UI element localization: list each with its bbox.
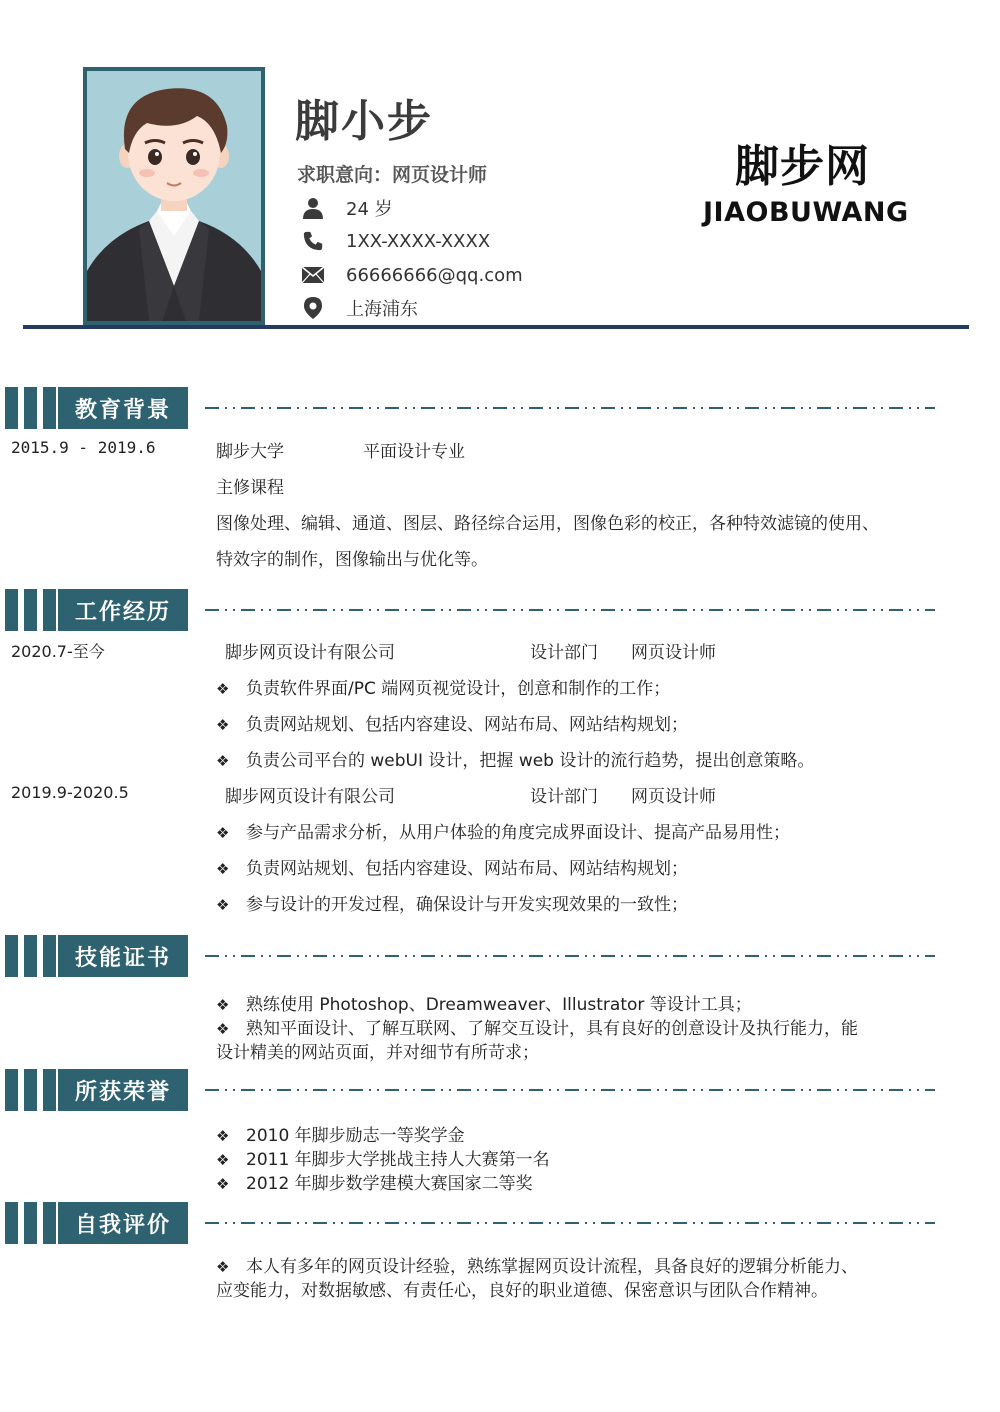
section-title: 技能证书 [58, 935, 188, 977]
bullet-icon: ❖ [216, 896, 230, 914]
person-icon [300, 195, 326, 221]
section-bars [5, 1202, 56, 1244]
location-text: 上海浦东 [346, 299, 418, 320]
section-header-work [5, 589, 933, 631]
education-major: 平面设计专业 [363, 442, 465, 462]
location-pin-icon [300, 295, 326, 321]
job-intent: 求职意向：网页设计师 [297, 164, 488, 186]
honor-item: ❖ 2011 年脚步大学挑战主持人大赛第一名 [216, 1150, 550, 1170]
section-title: 所获荣誉 [58, 1069, 188, 1111]
section-header-honors [5, 1069, 933, 1111]
skill-item-continued: 设计精美的网站页面，并对细节有所苛求； [216, 1043, 539, 1063]
avatar-illustration [87, 71, 261, 321]
courses-line-2: 特效字的制作，图像输出与优化等。 [216, 550, 488, 570]
job-company: 脚步网页设计有限公司 [225, 787, 395, 807]
bullet-icon: ❖ [216, 716, 230, 734]
profile-photo [83, 67, 265, 325]
section-title: 教育背景 [58, 387, 188, 429]
section-bars [5, 589, 56, 631]
education-school: 脚步大学 [216, 442, 284, 462]
honor-item: ❖ 2010 年脚步励志一等奖学金 [216, 1126, 465, 1146]
brand-name-cn: 脚步网 [735, 141, 870, 192]
section-bars [5, 387, 56, 429]
education-period: 2015.9 - 2019.6 [11, 438, 156, 457]
dashed-divider [205, 407, 935, 409]
age-text: 24 岁 [346, 199, 393, 220]
section-title: 自我评价 [58, 1202, 188, 1244]
dashed-divider [205, 1089, 935, 1091]
job-duty: ❖ 参与设计的开发过程，确保设计与开发实现效果的一致性； [216, 895, 688, 915]
bullet-icon: ❖ [216, 1175, 230, 1193]
job-duty: ❖ 负责软件界面/PC 端网页视觉设计，创意和制作的工作； [216, 679, 671, 699]
candidate-name: 脚小步 [295, 96, 433, 147]
job-dept: 设计部门 [530, 787, 598, 807]
section-header-skills [5, 935, 933, 977]
job-duty: ❖ 负责公司平台的 webUI 设计，把握 web 设计的流行趋势，提出创意策略。 [216, 751, 815, 771]
bullet-icon: ❖ [216, 1258, 230, 1276]
job-dept: 设计部门 [530, 643, 598, 663]
job-duty: ❖ 负责网站规划、包括内容建设、网站布局、网站结构规划； [216, 715, 688, 735]
section-header-education [5, 387, 933, 429]
contact-location [300, 293, 418, 323]
contact-age [300, 193, 393, 223]
skill-item: ❖ 熟练使用 Photoshop、Dreamweaver、Illustrator 等设计工具； [216, 995, 752, 1015]
phone-icon [300, 228, 326, 254]
bullet-icon: ❖ [216, 824, 230, 842]
section-title: 工作经历 [58, 589, 188, 631]
dashed-divider [205, 955, 935, 957]
brand-name-en: JIAOBUWANG [703, 197, 909, 228]
bullet-icon: ❖ [216, 1020, 230, 1038]
bullet-icon: ❖ [216, 1151, 230, 1169]
section-bars [5, 1069, 56, 1111]
section-bars [5, 935, 56, 977]
self-eval-text: ❖ 本人有多年的网页设计经验，熟练掌握网页设计流程，具备良好的逻辑分析能力、 [216, 1257, 858, 1277]
courses-line-1: 图像处理、编辑、通道、图层、路径综合运用，图像色彩的校正，各种特效滤镜的使用、 [216, 514, 879, 534]
courses-label: 主修课程 [216, 478, 284, 498]
bullet-icon: ❖ [216, 680, 230, 698]
honor-item: ❖ 2012 年脚步数学建模大赛国家二等奖 [216, 1174, 533, 1194]
job-company: 脚步网页设计有限公司 [225, 643, 395, 663]
section-header-self-eval [5, 1202, 933, 1244]
bullet-icon: ❖ [216, 996, 230, 1014]
bullet-icon: ❖ [216, 752, 230, 770]
contact-email [300, 260, 523, 290]
skill-item: ❖ 熟知平面设计、了解互联网、了解交互设计，具有良好的创意设计及执行能力，能 [216, 1019, 858, 1039]
job-duty: ❖ 负责网站规划、包括内容建设、网站布局、网站结构规划； [216, 859, 688, 879]
self-eval-text-continued: 应变能力，对数据敏感、有责任心，良好的职业道德、保密意识与团队合作精神。 [216, 1281, 828, 1301]
bullet-icon: ❖ [216, 1127, 230, 1145]
job-role: 网页设计师 [631, 643, 716, 663]
dashed-divider [205, 609, 935, 611]
phone-text: 1XX-XXXX-XXXX [346, 230, 491, 252]
job-period: 2020.7-至今 [11, 642, 105, 661]
email-text: 66666666@qq.com [346, 264, 523, 286]
contact-phone [300, 226, 491, 256]
dashed-divider [205, 1222, 935, 1224]
mail-icon [300, 262, 326, 288]
header-divider [23, 325, 969, 329]
job-role: 网页设计师 [631, 787, 716, 807]
job-period: 2019.9-2020.5 [11, 783, 129, 802]
bullet-icon: ❖ [216, 860, 230, 878]
job-duty: ❖ 参与产品需求分析，从用户体验的角度完成界面设计、提高产品易用性； [216, 823, 790, 843]
